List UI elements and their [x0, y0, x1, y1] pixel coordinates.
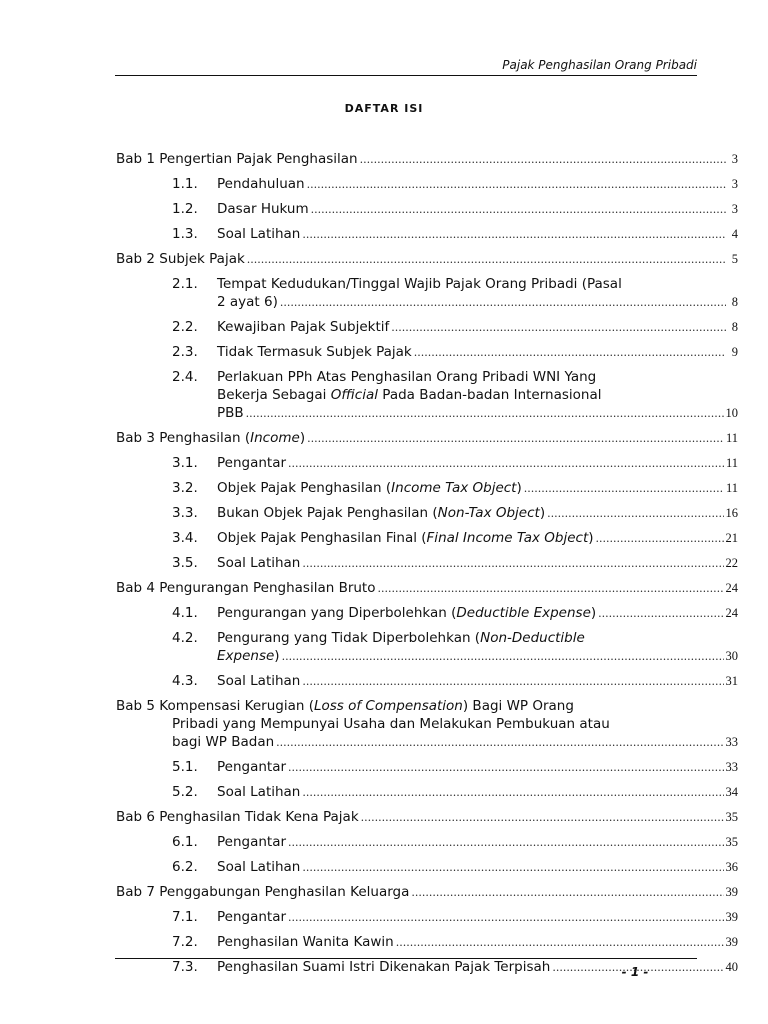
toc-section-entry[interactable] [116, 225, 738, 244]
toc-entry-title: Soal Latihan [217, 226, 301, 242]
toc-page-number: 33 [725, 760, 738, 774]
dot-leader [396, 934, 724, 952]
toc-entry-title: Pengantar [217, 455, 287, 471]
toc-page-number: 39 [725, 935, 738, 949]
dot-leader [247, 251, 726, 269]
dot-leader [598, 605, 723, 623]
toc-page-number: 24 [725, 606, 738, 620]
dot-leader [524, 480, 724, 498]
footer-page-number: - 1 - [621, 965, 649, 979]
toc-page-number: 9 [731, 345, 738, 359]
toc-page-number: 35 [725, 835, 738, 849]
toc-section-entry[interactable] [116, 672, 738, 691]
toc-page-number: 33 [725, 735, 738, 749]
toc-section-entry[interactable] [116, 343, 738, 362]
dot-leader [414, 344, 726, 362]
toc-section-number: 1.3. [172, 226, 198, 242]
toc-entry-title: PBB [217, 405, 244, 421]
toc-page-number: 10 [725, 406, 738, 420]
toc-page-number: 8 [731, 320, 738, 334]
toc-page-number: 35 [725, 810, 738, 824]
toc-entry-title: Soal Latihan [217, 784, 301, 800]
toc-section-number: 4.1. [172, 605, 198, 621]
toc-chapter-entry[interactable] [116, 150, 738, 169]
dot-leader [361, 809, 724, 827]
toc-entry-title: Pendahuluan [217, 176, 305, 192]
toc-entry-title: Soal Latihan [217, 673, 301, 689]
dot-leader [391, 319, 726, 337]
toc-section-number: 7.3. [172, 959, 198, 975]
dot-leader [360, 151, 726, 169]
toc-page-number: 3 [731, 177, 738, 191]
toc-entry-title: Bab 2 Subjek Pajak [116, 251, 245, 267]
dot-leader [302, 555, 723, 573]
toc-chapter-entry[interactable] [116, 429, 738, 448]
toc-entry-title: Penghasilan Wanita Kawin [217, 934, 394, 950]
toc-page-number: 3 [731, 202, 738, 216]
toc-page-number: 21 [725, 531, 738, 545]
toc-section-entry[interactable] [116, 629, 738, 666]
toc-page-number: 40 [725, 960, 738, 974]
dot-leader [302, 673, 723, 691]
toc-entry-title: Bukan Objek Pajak Penghasilan (Non-Tax Object) [217, 505, 546, 521]
toc-entry-title: Pengantar [217, 909, 287, 925]
toc-section-number: 3.4. [172, 530, 198, 546]
toc-page-number: 5 [731, 252, 738, 266]
toc-section-number: 3.5. [172, 555, 198, 571]
toc-section-entry[interactable] [116, 758, 738, 777]
toc-section-number: 5.2. [172, 784, 198, 800]
toc-entry-title: Penghasilan Suami Istri Dikenakan Pajak Terpisah [217, 959, 551, 975]
toc-section-entry[interactable] [116, 604, 738, 623]
toc-entry-title: bagi WP Badan [172, 734, 275, 750]
toc-page-number: 11 [725, 431, 738, 445]
toc-section-entry[interactable] [116, 368, 738, 423]
toc-entry-title: Bab 7 Penggabungan Penghasilan Keluarga [116, 884, 410, 900]
dot-leader [276, 734, 723, 752]
toc-page-number: 39 [725, 910, 738, 924]
dot-leader [307, 430, 724, 448]
toc-section-number: 3.2. [172, 480, 198, 496]
dot-leader [307, 176, 726, 194]
toc-page-number: 4 [731, 227, 738, 241]
dot-leader [378, 580, 724, 598]
dot-leader [302, 859, 723, 877]
toc-section-number: 2.4. [172, 369, 198, 385]
toc-section-entry[interactable] [116, 504, 738, 523]
toc-page-number: 30 [725, 649, 738, 663]
running-header: Pajak Penghasilan Orang Pribadi [502, 58, 697, 72]
toc-page-number: 16 [725, 506, 738, 520]
dot-leader [282, 648, 724, 666]
toc-section-entry[interactable] [116, 318, 738, 337]
toc-entry-title: Perlakuan PPh Atas Penghasilan Orang Pribadi WNI Yang [217, 369, 597, 385]
toc-entry-title: Bab 6 Penghasilan Tidak Kena Pajak [116, 809, 359, 825]
toc-page-number: 31 [725, 674, 738, 688]
toc-entry-title: Pengantar [217, 834, 287, 850]
toc-page-number: 11 [725, 456, 738, 470]
toc-page-number: 11 [725, 481, 738, 495]
toc-section-entry[interactable] [116, 933, 738, 952]
toc-entry-title: Bab 3 Penghasilan (Income) [116, 430, 306, 446]
toc-section-number: 4.2. [172, 630, 198, 646]
toc-section-number: 5.1. [172, 759, 198, 775]
toc-entry-title: Bab 1 Pengertian Pajak Penghasilan [116, 151, 358, 167]
toc-section-number: 1.1. [172, 176, 198, 192]
toc-chapter-entry[interactable] [116, 883, 738, 902]
toc-section-number: 1.2. [172, 201, 198, 217]
toc-section-number: 4.3. [172, 673, 198, 689]
toc-chapter-entry[interactable] [116, 697, 738, 752]
dot-leader [302, 226, 726, 244]
toc-section-entry[interactable] [116, 175, 738, 194]
toc-chapter-entry[interactable] [116, 808, 738, 827]
header-rule [115, 75, 697, 76]
dot-leader [311, 201, 726, 219]
toc-section-number: 3.1. [172, 455, 198, 471]
toc-entry-title: Expense) [217, 648, 280, 664]
dot-leader [302, 784, 723, 802]
toc-section-number: 6.2. [172, 859, 198, 875]
toc-section-entry[interactable] [116, 454, 738, 473]
toc-entry-title: Tempat Kedudukan/Tinggal Wajib Pajak Orang Pribadi (Pasal [217, 276, 622, 292]
toc-entry-title: Bab 4 Pengurangan Penghasilan Bruto [116, 580, 376, 596]
toc-section-number: 7.2. [172, 934, 198, 950]
toc-entry-title: Bab 5 Kompensasi Kerugian (Loss of Compensation) Bagi WP Orang [116, 698, 574, 714]
toc-entry-title: Objek Pajak Penghasilan Final (Final Income Tax Object) [217, 530, 594, 546]
toc-section-entry[interactable] [116, 783, 738, 802]
dot-leader [288, 834, 723, 852]
toc-page-number: 24 [725, 581, 738, 595]
dot-leader [280, 294, 726, 312]
toc-chapter-entry[interactable] [116, 579, 738, 598]
dot-leader [596, 530, 724, 548]
dot-leader [411, 884, 723, 902]
toc-section-number: 2.1. [172, 276, 198, 292]
toc-chapter-entry[interactable] [116, 250, 738, 269]
toc-page-number: 8 [731, 295, 738, 309]
toc-section-entry[interactable] [116, 858, 738, 877]
dot-leader [246, 405, 724, 423]
toc-section-entry[interactable] [116, 479, 738, 498]
toc-section-number: 6.1. [172, 834, 198, 850]
toc-entry-title: Kewajiban Pajak Subjektif [217, 319, 390, 335]
toc-title: DAFTAR ISI [344, 102, 424, 115]
footer-rule [115, 958, 697, 959]
toc-section-number: 7.1. [172, 909, 198, 925]
toc-entry-title: Pengantar [217, 759, 287, 775]
toc-entry-title: 2 ayat 6) [217, 294, 278, 310]
toc-section-number: 2.3. [172, 344, 198, 360]
toc-page-number: 22 [725, 556, 738, 570]
dot-leader [288, 759, 723, 777]
toc-entry-title: Dasar Hukum [217, 201, 309, 217]
toc-page-number: 34 [725, 785, 738, 799]
toc-entry-title: Bekerja Sebagai Official Pada Badan-badan Internasional [217, 387, 602, 403]
toc-entry-title: Objek Pajak Penghasilan (Income Tax Object) [217, 480, 522, 496]
toc-page-number: 36 [725, 860, 738, 874]
toc-section-entry[interactable] [116, 554, 738, 573]
toc-entry-title: Pengurangan yang Diperbolehkan (Deductible Expense) [217, 605, 597, 621]
toc-entry-title: Pengurang yang Tidak Diperbolehkan (Non-Deductible [217, 630, 585, 646]
dot-leader [288, 909, 723, 927]
toc-page-number: 3 [731, 152, 738, 166]
dot-leader [288, 455, 724, 473]
toc-page-number: 39 [725, 885, 738, 899]
toc-entry-title: Soal Latihan [217, 859, 301, 875]
toc-section-number: 3.3. [172, 505, 198, 521]
toc-section-entry[interactable] [116, 529, 738, 548]
dot-leader [547, 505, 723, 523]
toc-entry-title: Pribadi yang Mempunyai Usaha dan Melakukan Pembukuan atau [172, 716, 610, 732]
toc-section-entry[interactable] [116, 908, 738, 927]
toc-section-entry[interactable] [116, 833, 738, 852]
toc-entry-title: Tidak Termasuk Subjek Pajak [217, 344, 412, 360]
toc-section-number: 2.2. [172, 319, 198, 335]
toc-section-entry[interactable] [116, 200, 738, 219]
table-of-contents [116, 150, 738, 983]
toc-entry-title: Soal Latihan [217, 555, 301, 571]
toc-section-entry[interactable] [116, 275, 738, 312]
